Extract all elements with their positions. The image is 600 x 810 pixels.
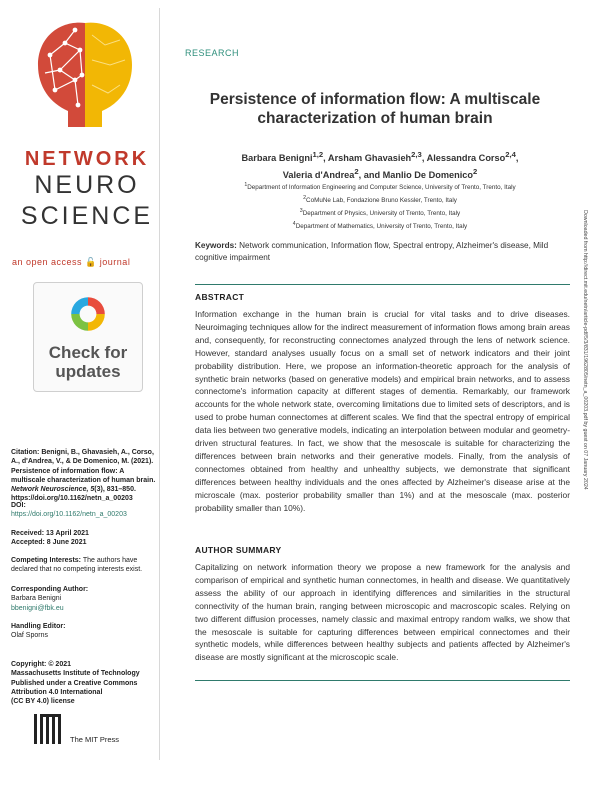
lock-icon: 🔓 <box>85 257 97 267</box>
check-updates-icon <box>67 293 109 335</box>
abstract-heading: ABSTRACT <box>195 292 245 302</box>
check-updates-text-2: updates <box>55 362 121 381</box>
journal-name-line-3: SCIENCE <box>20 202 154 230</box>
download-note: Downloaded from http://direct.mit.edu/netn/article-pdf/5/3/831/1962805/netn_a_00203.pdf by guest on 07 January 2024 <box>582 210 588 490</box>
author-summary-heading: AUTHOR SUMMARY <box>195 545 282 555</box>
divider <box>195 284 570 285</box>
competing-interests: Competing Interests: The authors have declared that no competing interests exist. <box>11 557 143 574</box>
email-link[interactable]: bbenigni@fbk.eu <box>11 604 64 612</box>
check-for-updates-button[interactable] <box>33 282 143 392</box>
article-title: Persistence of information flow: A multiscale characterization of human brain <box>209 91 541 127</box>
abstract-text: Information exchange in the human brain is crucial for vital tasks and to drive diseases. Neuroimaging techniques allow for the indirect measurement of information flows among brain areas and, consequently, for reconstructing connectomes analyzed through the lens of network science. However, standard analyses usually focus on a small set of network indicators and their joint probability distribution. Here, we propose an information-theoretic approach for the analysis of synthetic brain networks (based on generative models) and empirical brain networks, and to assess connectome's information capacity at different stages of dementia. Remarkably, our framework accounts for the whole network state, overcoming limitations due to limited sets of descriptors, and is used to probe human connectomes at different scales. We find that the spectral entropy of empirical data lies between two generative models, indicating an interpolation between modular and geometry-driven structural features. In fact, we show that the mesoscale is suitable for characterizing the differences between brain networks and their generative models. Finally, from the analysis of connectomes obtained from healthy and unhealthy subjects, we demonstrate that significant differences between healthy individuals and the ones affected by Alzheimer's disease arise at the microscale (max. posterior probability smaller than 1%) and at the mesoscale (max. posterior probability smaller than 10%). <box>195 309 570 513</box>
corresponding-author: Corresponding Author: Barbara Benigni bbenigni@fbk.eu <box>11 586 89 612</box>
open-access-label: an open access 🔓 journal <box>12 257 131 267</box>
section-label: RESEARCH <box>185 48 240 58</box>
keywords: Keywords: Network communication, Information flow, Spectral entropy, Alzheimer's disease, Mild cognitive impairment <box>195 241 549 262</box>
dates: Received: 13 April 2021 Accepted: 8 June 2021 <box>11 530 89 547</box>
mit-press-logo-icon <box>34 712 64 746</box>
check-updates-text-1: Check for <box>48 343 128 362</box>
citation: Citation: Benigni, B., Ghavasieh, A., Corso, A., d'Andrea, V., & De Domenico, M. (2021). Persistence of information flow: A multiscale characterization of human brain. Network Neuroscience, 5(3), 831–850. https://doi.org/10.1162/netn_a_00203 <box>11 449 156 503</box>
copyright: Copyright: © 2021 Massachusetts Institute of Technology Published under a Creative Commons Attribution 4.0 International (CC BY 4.0) license <box>11 661 140 706</box>
divider <box>195 680 570 681</box>
journal-name-line-1: NETWORK <box>24 148 150 170</box>
brain-logo-icon <box>30 15 140 135</box>
authors: Barbara Benigni$^{1,2}$, Arsham Ghavasieh$^{2,3}$, Alessandra Corso$^{2,4}$, Valeria d'Andrea$^2$, and Manlio De Domenico$^2$ <box>241 150 519 181</box>
affiliations: $^1$Department of Information Engineering and Computer Science, University of Trento, Trento, Italy $^2$CoMuNe Lab, Fondazione Bruno Kessler, Trento, Italy $^3$Department of Physics, University of Trento, Trento, Italy $^4$Department of Mathematics, University of Trento, Trento, Italy <box>244 182 516 231</box>
journal-name-line-2: NEURO <box>34 171 140 199</box>
author-summary-text: Capitalizing on network information theory we propose a new framework for the analysis and comparison of empirical and synthetic human connectomes, in health and disease. We quantitatively assess the ability of our approach in identifying differences and similarities in the structural connectivity of the human brain, ranging between microscopic and macroscopic scales. Relying on two different diffusion processes, namely classic and maximal entropy random walks, we show that the mesoscale is suitable for capturing differences between empirical connectomes and their synthetic models, while differences between healthy subjects and patients affected by Alzheimer's disease are mostly significant at the microscopic scale. <box>195 562 570 663</box>
doi: DOI: https://doi.org/10.1162/netn_a_00203 <box>11 502 127 519</box>
handling-editor: Handling Editor: Olaf Sporns <box>11 623 66 640</box>
mit-press-label: The MIT Press <box>70 735 120 744</box>
doi-link[interactable]: https://doi.org/10.1162/netn_a_00203 <box>11 511 127 519</box>
